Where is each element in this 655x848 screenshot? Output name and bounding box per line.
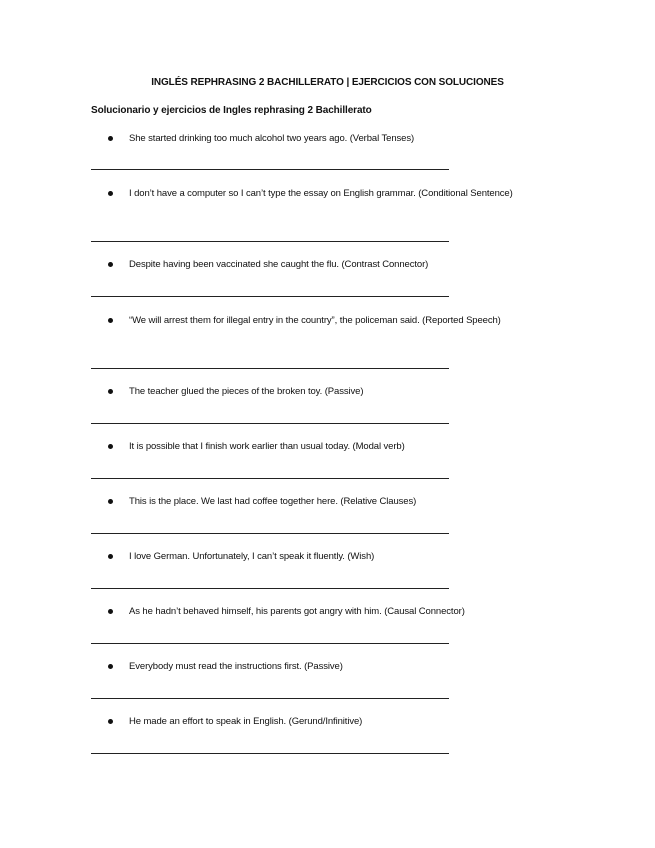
answer-line-7: [91, 533, 449, 534]
answer-line-5: [91, 423, 449, 424]
exercise-text: Everybody must read the instructions first. (Passive): [129, 661, 343, 672]
exercise-text: The teacher glued the pieces of the broken toy. (Passive): [129, 386, 364, 397]
answer-line-9: [91, 643, 449, 644]
exercise-text: “We will arrest them for illegal entry in the country”, the policeman said. (Reported Speech): [129, 315, 501, 326]
answer-line-8: [91, 588, 449, 589]
exercise-text: I don’t have a computer so I can’t type the essay on English grammar. (Conditional Sentence): [129, 188, 513, 199]
answer-line-11: [91, 753, 449, 754]
answer-line-3: [91, 296, 449, 297]
bullet-icon: [108, 444, 113, 449]
bullet-icon: [108, 262, 113, 267]
bullet-icon: [108, 609, 113, 614]
exercise-text: Despite having been vaccinated she caught the flu. (Contrast Connector): [129, 259, 429, 270]
bullet-icon: [108, 554, 113, 559]
bullet-icon: [108, 136, 113, 141]
answer-line-2: [91, 241, 449, 242]
exercise-text: I love German. Unfortunately, I can’t speak it fluently. (Wish): [129, 551, 375, 562]
bullet-icon: [108, 389, 113, 394]
exercise-text: This is the place. We last had coffee together here. (Relative Clauses): [129, 496, 417, 507]
exercise-text: He made an effort to speak in English. (Gerund/Infinitive): [129, 716, 363, 727]
bullet-icon: [108, 664, 113, 669]
bullet-icon: [108, 499, 113, 504]
answer-line-10: [91, 698, 449, 699]
document-title: INGLÉS REPHRASING 2 BACHILLERATO | EJERCICIOS CON SOLUCIONES: [151, 77, 504, 88]
answer-line-1: [91, 169, 449, 170]
exercise-text: It is possible that I finish work earlier than usual today. (Modal verb): [129, 441, 405, 452]
exercise-text: She started drinking too much alcohol two years ago. (Verbal Tenses): [129, 133, 415, 144]
bullet-icon: [108, 191, 113, 196]
document-subtitle: Solucionario y ejercicios de Ingles rephrasing 2 Bachillerato: [91, 105, 372, 116]
answer-line-4: [91, 368, 449, 369]
bullet-icon: [108, 719, 113, 724]
exercise-text: As he hadn’t behaved himself, his parents got angry with him. (Causal Connector): [129, 606, 465, 617]
answer-line-6: [91, 478, 449, 479]
bullet-icon: [108, 318, 113, 323]
